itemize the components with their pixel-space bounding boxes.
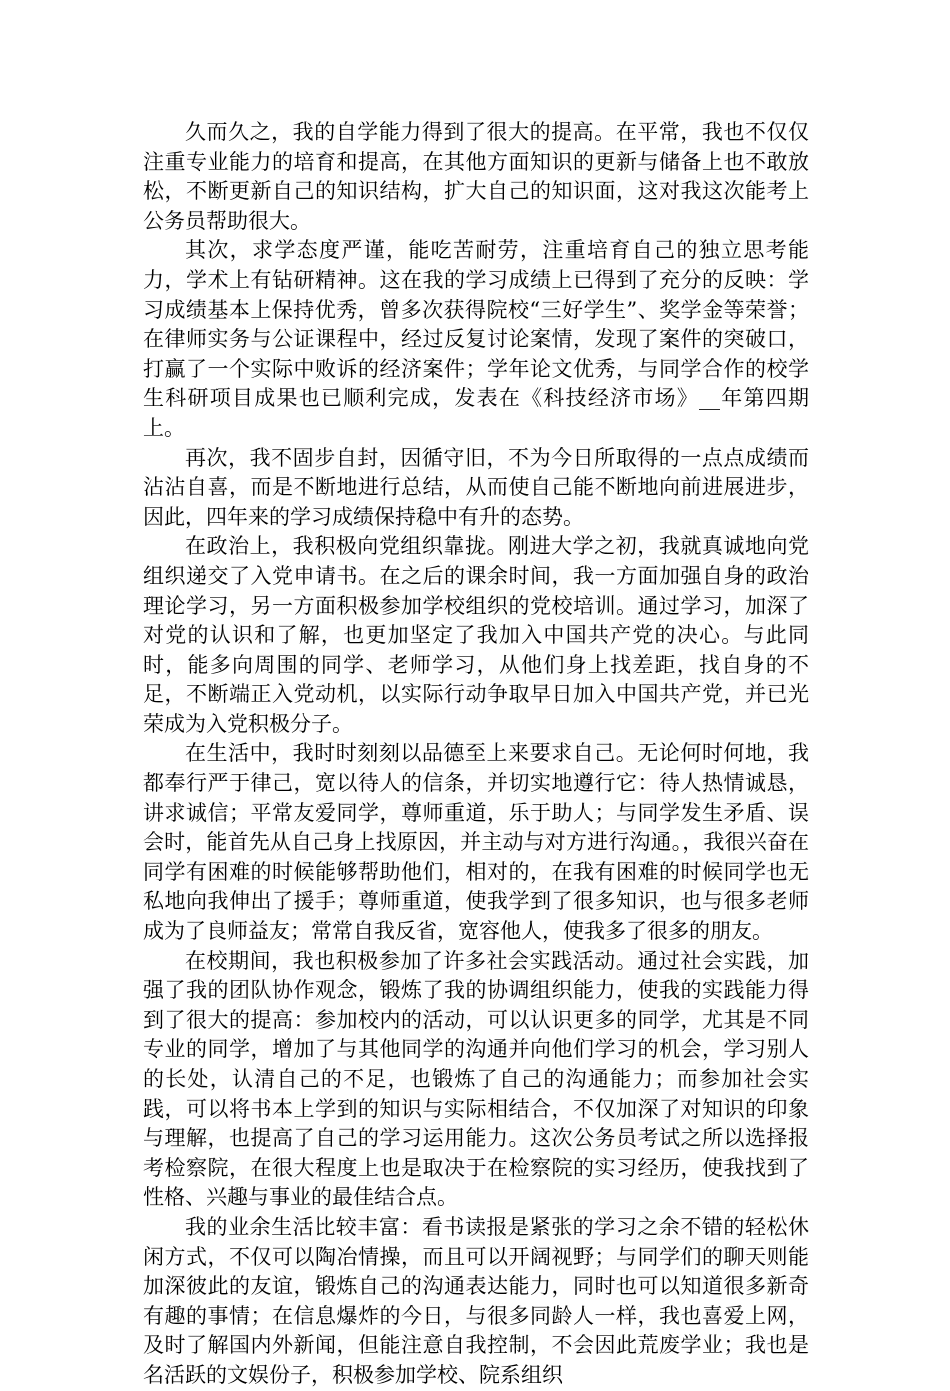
- paragraph-continuous-progress: 再次，我不固步自封，因循守旧，不为今日所取得的一点点成绩而沾沾自喜，而是不断地进行总结，从而使自己能不断地向前进展进步，因此，四年来的学习成绩保持稳中有升的态势。: [143, 445, 809, 529]
- paragraph-social-practice: 在校期间，我也积极参加了许多社会实践活动。通过社会实践，加强了我的团队协作观念，锻炼了我的协调组织能力，使我的实践能力得到了很大的提高：参加校内的活动，可以认识更多的同学，尤其是不同专业的同学，增加了与其他同学的沟通并向他们学习的机会，学习别人的长处，认清自己的不足，也锻炼了自己的沟通能力；而参加社会实践，可以将书本上学到的知识与实际相结合，不仅加深了对知识的印象与理解，也提高了自己的学习运用能力。这次公务员考试之所以选择报考检察院，在很大程度上也是取决于在检察院的实习经历，使我找到了性格、兴趣与事业的最佳结合点。: [143, 948, 809, 1210]
- paragraph-study-attitude: 其次，求学态度严谨，能吃苦耐劳，注重培育自己的独立思考能力，学术上有钻研精神。这在我的学习成绩上已得到了充分的反映：学习成绩基本上保持优秀，曾多次获得院校“三好学生”、奖学金等荣誉；在律师实务与公证课程中，经过反复讨论案情，发现了案件的突破口，打赢了一个实际中败诉的经济案件；学年论文优秀，与同学合作的校学生科研项目成果也已顺利完成，发表在《科技经济市场》__年第四期上。: [143, 238, 809, 440]
- paragraph-politics: 在政治上，我积极向党组织靠拢。刚进大学之初，我就真诚地向党组织递交了入党申请书。在之后的课余时间，我一方面加强自身的政治理论学习，另一方面积极参加学校组织的党校培训。通过学习，加深了对党的认识和了解，也更加坚定了我加入中国共产党的决心。与此同时，能多向周围的同学、老师学习，从他们身上找差距，找自身的不足，不断端正入党动机，以实际行动争取早日加入中国共产党，并已光荣成为入党积极分子。: [143, 534, 809, 736]
- document-page: [143, 118, 809, 1391]
- paragraph-leisure: 我的业余生活比较丰富：看书读报是紧张的学习之余不错的轻松休闲方式，不仅可以陶冶情操，而且可以开阔视野；与同学们的聊天则能加深彼此的友谊，锻炼自己的沟通表达能力，同时也可以知道很多新奇有趣的事情；在信息爆炸的今日，与很多同龄人一样，我也喜爱上网，及时了解国内外新闻，但能注意自我控制，不会因此荒废学业；我也是名活跃的文娱份子，积极参加学校、院系组织: [143, 1214, 809, 1387]
- paragraph-daily-life: 在生活中，我时时刻刻以品德至上来要求自己。无论何时何地，我都奉行严于律己，宽以待人的信条，并切实地遵行它：待人热情诚恳，讲求诚信；平常友爱同学，尊师重道，乐于助人；与同学发生矛盾、误会时，能首先从自己身上找原因，并主动与对方进行沟通。，我很兴奋在同学有困难的时候能够帮助他们，相对的，在我有困难的时候同学也无私地向我伸出了援手；尊师重道，使我学到了很多知识，也与很多老师成为了良师益友；常常自我反省，宽容他人，使我多了很多的朋友。: [143, 741, 809, 944]
- paragraph-self-study: 久而久之，我的自学能力得到了很大的提高。在平常，我也不仅仅注重专业能力的培育和提高，在其他方面知识的更新与储备上也不敢放松，不断更新自己的知识结构，扩大自己的知识面，这对我这次能考上公务员帮助很大。: [143, 120, 809, 233]
